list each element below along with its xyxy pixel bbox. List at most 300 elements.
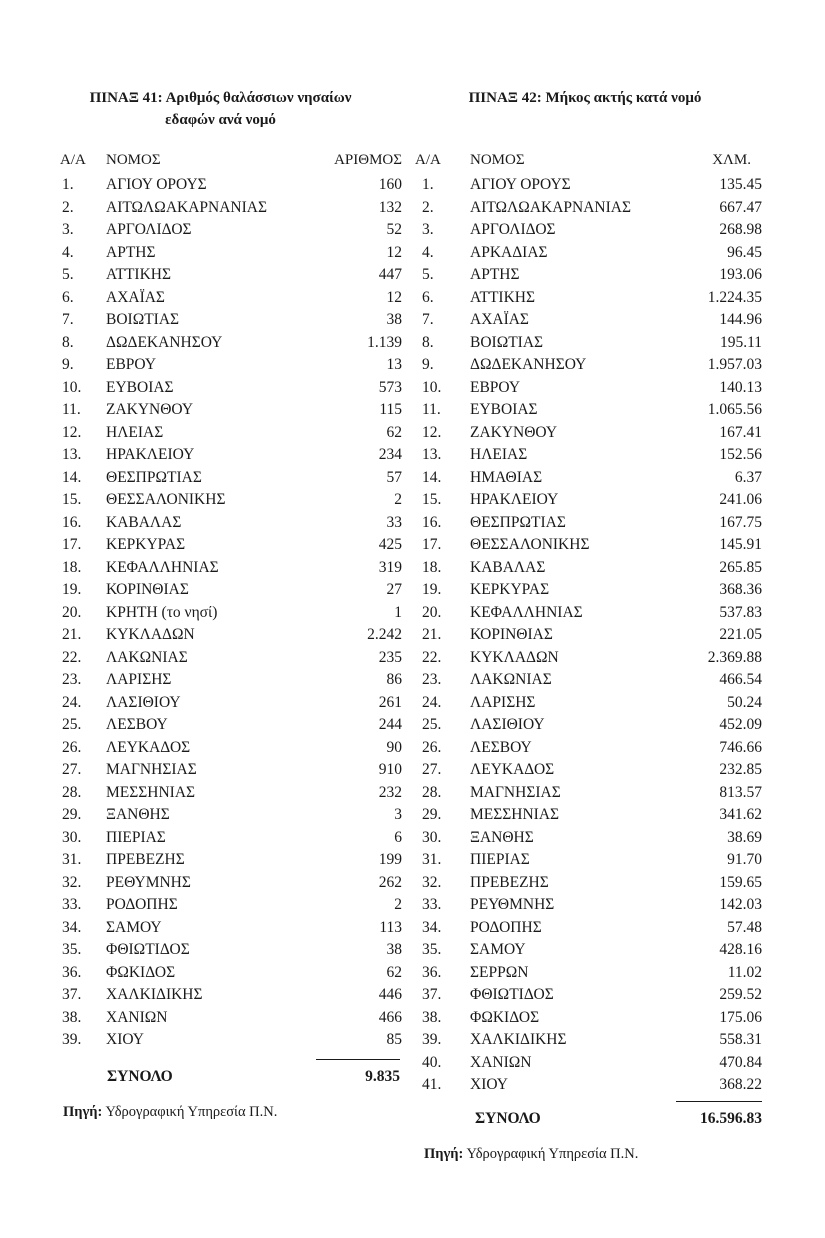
row-prefecture: ΠΙΕΡΙΑΣ [470, 851, 530, 868]
row-value: 152.56 [719, 446, 762, 463]
table-row [62, 309, 402, 332]
table-row [422, 242, 762, 265]
row-index: 14. [422, 468, 442, 486]
row-index: 12. [62, 423, 82, 441]
row-prefecture: ΚΕΡΚΥΡΑΣ [106, 536, 186, 553]
row-prefecture: ΛΑΣΙΘΙΟΥ [470, 716, 545, 733]
row-value: 447 [378, 266, 402, 283]
row-value: 667.47 [719, 198, 762, 216]
table-row [62, 579, 402, 602]
row-prefecture: ΛΕΣΒΟΥ [106, 716, 168, 733]
table-42-total-rule [676, 1101, 762, 1102]
row-value: 6 [394, 828, 402, 846]
table-row [422, 354, 762, 377]
row-prefecture: ΔΩΔΕΚΑΝΗΣΟΥ [470, 356, 587, 373]
table-row [422, 1074, 762, 1097]
row-prefecture: ΑΡΓΟΛΙΔΟΣ [470, 221, 556, 238]
row-value: 1.139 [367, 333, 402, 351]
row-index: 36. [62, 963, 82, 981]
table-row [422, 332, 762, 355]
row-index: 27. [422, 761, 442, 778]
table-row [62, 849, 402, 872]
row-prefecture: ΛΑΣΙΘΙΟΥ [106, 693, 181, 711]
row-value: 113 [379, 918, 402, 936]
row-prefecture: ΑΡΤΗΣ [106, 243, 156, 261]
row-index: 3. [62, 221, 74, 238]
row-index: 32. [422, 873, 442, 891]
table-row [422, 602, 762, 625]
row-index: 30. [422, 828, 442, 846]
table-row [422, 1007, 762, 1030]
table-row [62, 737, 402, 760]
table-row [422, 737, 762, 760]
row-index: 8. [62, 333, 74, 351]
row-index: 33. [62, 896, 82, 913]
table-row [422, 714, 762, 737]
table-row [62, 669, 402, 692]
table-row [62, 714, 402, 737]
row-index: 27. [62, 761, 82, 778]
row-value: 195.11 [719, 333, 762, 351]
table-row [422, 489, 762, 512]
table-42-header-name: ΝΟΜΟΣ [470, 152, 525, 168]
row-value: 193.06 [719, 266, 762, 283]
row-index: 5. [62, 266, 74, 283]
row-prefecture: ΜΑΓΝΗΣΙΑΣ [470, 783, 561, 801]
row-index: 7. [422, 311, 434, 328]
row-prefecture: ΒΟΙΩΤΙΑΣ [106, 311, 180, 328]
row-index: 18. [422, 558, 442, 576]
row-value: 2.369.88 [707, 648, 762, 666]
row-prefecture: ΛΕΣΒΟΥ [470, 738, 532, 756]
row-prefecture: ΖΑΚΥΝΘΟΥ [106, 401, 194, 418]
table-row [422, 962, 762, 985]
row-value: 38 [386, 941, 402, 958]
row-index: 34. [422, 918, 442, 936]
table-42-source-label: Πηγή: [424, 1146, 464, 1162]
table-42-source-text: Υδρογραφική Υπηρεσία Π.Ν. [466, 1146, 639, 1162]
row-value: 144.96 [719, 311, 762, 328]
row-prefecture: ΚΕΦΑΛΛΗΝΙΑΣ [470, 603, 583, 621]
row-value: 537.83 [719, 603, 762, 621]
row-value: 62 [386, 963, 402, 981]
row-value: 446 [378, 986, 402, 1003]
row-prefecture: ΧΑΝΙΩΝ [470, 1053, 532, 1071]
row-value: 262 [378, 873, 402, 891]
row-prefecture: ΑΡΤΗΣ [470, 266, 520, 283]
row-value: 244 [378, 716, 402, 733]
row-prefecture: ΦΩΚΙΔΟΣ [470, 1008, 540, 1026]
table-row [422, 669, 762, 692]
table-row [422, 512, 762, 535]
table-row [62, 264, 402, 287]
row-prefecture: ΛΑΡΙΣΗΣ [106, 671, 172, 688]
table-42-title: ΠΙΝΑΞ 42: Μήκος ακτής κατά νομό [468, 90, 702, 106]
table-row [422, 804, 762, 827]
row-prefecture: ΛΑΡΙΣΗΣ [470, 693, 536, 711]
row-index: 33. [422, 896, 442, 913]
row-value: 558.31 [719, 1031, 762, 1048]
table-41-source [63, 1104, 277, 1121]
row-index: 9. [422, 356, 434, 373]
row-value: 1.224.35 [707, 288, 762, 306]
row-value: 2.242 [367, 626, 402, 643]
row-value: 115 [379, 401, 402, 418]
table-41-source-label: Πηγή: [63, 1104, 103, 1120]
row-index: 26. [422, 738, 442, 756]
row-index: 18. [62, 558, 82, 576]
row-prefecture: ΛΕΥΚΑΔΟΣ [470, 761, 555, 778]
row-value: 135.45 [719, 176, 762, 193]
table-row [62, 377, 402, 400]
table-41-header-value: ΑΡΙΘΜΟΣ [334, 152, 402, 168]
table-row [62, 602, 402, 625]
row-value: 6.37 [734, 468, 762, 486]
row-prefecture: ΧΙΟΥ [106, 1031, 144, 1048]
row-value: 86 [386, 671, 402, 688]
row-index: 10. [422, 378, 442, 396]
row-index: 22. [422, 648, 442, 666]
table-row [62, 939, 402, 962]
table-41-title-line1: ΠΙΝΑΞ 41: Αριθμός θαλάσσιων νησαίων [89, 90, 352, 106]
row-index: 21. [422, 626, 442, 643]
row-prefecture: ΑΓΙΟΥ ΟΡΟΥΣ [470, 176, 571, 193]
table-row [62, 422, 402, 445]
row-value: 33 [386, 513, 402, 531]
row-value: 2 [394, 896, 402, 913]
row-value: 145.91 [719, 536, 762, 553]
table-41-title [68, 87, 373, 131]
table-row [422, 399, 762, 422]
table-42-header-value: ΧΛΜ. [712, 152, 751, 168]
row-index: 16. [62, 513, 82, 531]
table-row [422, 467, 762, 490]
row-value: 2 [394, 491, 402, 508]
row-value: 425 [378, 536, 402, 553]
row-value: 452.09 [719, 716, 762, 733]
row-value: 175.06 [719, 1008, 762, 1026]
row-prefecture: ΘΕΣΠΡΩΤΙΑΣ [106, 468, 202, 486]
row-value: 910 [378, 761, 402, 778]
row-prefecture: ΣΑΜΟΥ [470, 941, 526, 958]
row-index: 34. [62, 918, 82, 936]
table-row [422, 827, 762, 850]
row-prefecture: ΧΑΛΚΙΔΙΚΗΣ [470, 1031, 567, 1048]
table-row [422, 309, 762, 332]
row-prefecture: ΚΥΚΛΑΔΩΝ [470, 648, 559, 666]
row-index: 37. [422, 986, 442, 1003]
row-value: 368.22 [719, 1076, 762, 1093]
row-index: 24. [62, 693, 82, 711]
row-value: 235 [378, 648, 402, 666]
row-value: 466 [378, 1008, 402, 1026]
row-value: 13 [386, 356, 402, 373]
row-index: 38. [62, 1008, 82, 1026]
row-prefecture: ΚΟΡΙΝΘΙΑΣ [470, 626, 553, 643]
row-index: 12. [422, 423, 442, 441]
row-value: 1 [394, 603, 402, 621]
row-value: 159.65 [719, 873, 762, 891]
table-row [62, 242, 402, 265]
row-value: 142.03 [719, 896, 762, 913]
row-prefecture: ΑΧΑΪΑΣ [470, 311, 529, 328]
row-prefecture: ΑΡΚΑΔΙΑΣ [470, 243, 548, 261]
row-index: 11. [422, 401, 441, 418]
row-value: 746.66 [719, 738, 762, 756]
row-index: 22. [62, 648, 82, 666]
row-index: 2. [422, 198, 434, 216]
table-row [422, 759, 762, 782]
row-prefecture: ΑΓΙΟΥ ΟΡΟΥΣ [106, 176, 207, 193]
row-prefecture: ΜΑΓΝΗΣΙΑΣ [106, 761, 197, 778]
row-value: 341.62 [719, 806, 762, 823]
row-prefecture: ΡΕΥΘΜΝΗΣ [470, 896, 555, 913]
table-row [62, 647, 402, 670]
table-42-total-label: ΣΥΝΟΛΟ [475, 1110, 541, 1127]
row-index: 13. [62, 446, 82, 463]
row-prefecture: ΗΡΑΚΛΕΙΟΥ [106, 446, 195, 463]
table-row [62, 354, 402, 377]
table-row [62, 332, 402, 355]
table-row [422, 1029, 762, 1052]
table-41-header-name: ΝΟΜΟΣ [106, 152, 161, 168]
row-value: 160 [378, 176, 402, 193]
table-41-total-label: ΣΥΝΟΛΟ [107, 1068, 173, 1085]
row-value: 259.52 [719, 986, 762, 1003]
row-prefecture: ΑΧΑΪΑΣ [106, 288, 165, 306]
table-41-header-idx: Α/Α [60, 152, 86, 168]
row-index: 6. [62, 288, 74, 306]
row-prefecture: ΛΑΚΩΝΙΑΣ [106, 648, 188, 666]
row-value: 265.85 [719, 558, 762, 576]
row-value: 199 [378, 851, 402, 868]
row-index: 19. [62, 581, 82, 598]
row-index: 4. [422, 243, 434, 261]
row-value: 232.85 [719, 761, 762, 778]
row-index: 1. [422, 176, 434, 193]
row-index: 29. [62, 806, 82, 823]
row-index: 14. [62, 468, 82, 486]
row-value: 319 [378, 558, 402, 576]
table-42-header-idx: Α/Α [415, 152, 441, 168]
row-prefecture: ΠΙΕΡΙΑΣ [106, 828, 166, 846]
table-row [62, 557, 402, 580]
row-prefecture: ΧΑΝΙΩΝ [106, 1008, 168, 1026]
row-index: 40. [422, 1053, 442, 1071]
row-prefecture: ΜΕΣΣΗΝΙΑΣ [470, 806, 560, 823]
row-prefecture: ΔΩΔΕΚΑΝΗΣΟΥ [106, 333, 223, 351]
row-value: 11.02 [727, 963, 762, 981]
table-row [62, 399, 402, 422]
row-value: 573 [378, 378, 402, 396]
table-row [422, 894, 762, 917]
table-row [62, 197, 402, 220]
row-index: 39. [62, 1031, 82, 1048]
row-index: 24. [422, 693, 442, 711]
table-row [62, 534, 402, 557]
row-value: 1.065.56 [707, 401, 762, 418]
row-value: 132 [378, 198, 402, 216]
table-row [422, 444, 762, 467]
row-prefecture: ΑΤΤΙΚΗΣ [470, 288, 535, 306]
row-value: 12 [386, 243, 402, 261]
table-42-source [424, 1146, 638, 1163]
table-row [62, 489, 402, 512]
row-prefecture: ΑΤΤΙΚΗΣ [106, 266, 171, 283]
table-row [62, 872, 402, 895]
row-prefecture: ΚΥΚΛΑΔΩΝ [106, 626, 195, 643]
row-value: 466.54 [719, 671, 762, 688]
row-index: 17. [422, 536, 442, 553]
row-prefecture: ΞΑΝΘΗΣ [470, 828, 534, 846]
row-index: 11. [62, 401, 81, 418]
row-prefecture: ΘΕΣΠΡΩΤΙΑΣ [470, 513, 566, 531]
row-index: 25. [422, 716, 442, 733]
row-prefecture: ΛΕΥΚΑΔΟΣ [106, 738, 191, 756]
row-prefecture: ΗΡΑΚΛΕΙΟΥ [470, 491, 559, 508]
table-row [422, 692, 762, 715]
row-prefecture: ΠΡΕΒΕΖΗΣ [106, 851, 185, 868]
row-value: 90 [386, 738, 402, 756]
table-row [422, 939, 762, 962]
row-prefecture: ΞΑΝΘΗΣ [106, 806, 170, 823]
row-index: 36. [422, 963, 442, 981]
row-value: 813.57 [719, 783, 762, 801]
row-value: 241.06 [719, 491, 762, 508]
row-prefecture: ΦΩΚΙΔΟΣ [106, 963, 176, 981]
table-row [62, 759, 402, 782]
row-index: 21. [62, 626, 82, 643]
table-row [422, 219, 762, 242]
row-index: 23. [62, 671, 82, 688]
row-index: 15. [422, 491, 442, 508]
row-index: 10. [62, 378, 82, 396]
row-prefecture: ΚΑΒΑΛΑΣ [470, 558, 546, 576]
row-prefecture: ΚΕΦΑΛΛΗΝΙΑΣ [106, 558, 219, 576]
table-row [62, 1029, 402, 1052]
row-index: 6. [422, 288, 434, 306]
row-value: 221.05 [719, 626, 762, 643]
row-index: 3. [422, 221, 434, 238]
row-value: 3 [394, 806, 402, 823]
table-row [422, 782, 762, 805]
row-value: 38.69 [727, 828, 762, 846]
row-index: 7. [62, 311, 74, 328]
table-row [422, 287, 762, 310]
row-prefecture: ΧΙΟΥ [470, 1076, 508, 1093]
row-value: 12 [386, 288, 402, 306]
row-value: 96.45 [727, 243, 762, 261]
row-index: 15. [62, 491, 82, 508]
row-prefecture: ΕΒΡΟΥ [470, 378, 521, 396]
row-value: 50.24 [727, 693, 762, 711]
row-index: 37. [62, 986, 82, 1003]
row-prefecture: ΡΟΔΟΠΗΣ [470, 918, 542, 936]
table-row [422, 422, 762, 445]
row-prefecture: ΕΒΡΟΥ [106, 356, 157, 373]
row-value: 470.84 [719, 1053, 762, 1071]
table-42-total-value: 16.596.83 [700, 1110, 762, 1127]
table-row [422, 534, 762, 557]
table-row [62, 782, 402, 805]
row-value: 57.48 [727, 918, 762, 936]
row-value: 1.957.03 [707, 356, 762, 373]
table-row [422, 557, 762, 580]
row-index: 35. [422, 941, 442, 958]
table-row [62, 219, 402, 242]
row-prefecture: ΗΜΑΘΙΑΣ [470, 468, 543, 486]
row-value: 140.13 [719, 378, 762, 396]
row-index: 16. [422, 513, 442, 531]
row-index: 25. [62, 716, 82, 733]
row-prefecture: ΖΑΚΥΝΘΟΥ [470, 423, 558, 441]
row-prefecture: ΡΕΘΥΜΝΗΣ [106, 873, 191, 891]
row-prefecture: ΕΥΒΟΙΑΣ [470, 401, 538, 418]
row-index: 35. [62, 941, 82, 958]
row-prefecture: ΛΑΚΩΝΙΑΣ [470, 671, 552, 688]
table-row [422, 917, 762, 940]
row-index: 17. [62, 536, 82, 553]
row-index: 29. [422, 806, 442, 823]
table-row [422, 264, 762, 287]
row-prefecture: ΗΛΕΙΑΣ [470, 446, 528, 463]
table-41-source-text: Υδρογραφική Υπηρεσία Π.Ν. [105, 1104, 278, 1120]
row-prefecture: ΑΙΤΩΛΩΑΚΑΡΝΑΝΙΑΣ [470, 198, 631, 216]
table-row [422, 624, 762, 647]
row-value: 428.16 [719, 941, 762, 958]
table-row [422, 984, 762, 1007]
table-row [62, 962, 402, 985]
row-value: 261 [378, 693, 402, 711]
table-row [422, 1052, 762, 1075]
row-value: 167.41 [719, 423, 762, 441]
row-index: 32. [62, 873, 82, 891]
row-index: 28. [422, 783, 442, 801]
row-value: 268.98 [719, 221, 762, 238]
table-row [62, 444, 402, 467]
row-index: 20. [62, 603, 82, 621]
table-row [62, 827, 402, 850]
row-index: 13. [422, 446, 442, 463]
row-value: 57 [386, 468, 402, 486]
row-index: 26. [62, 738, 82, 756]
row-index: 8. [422, 333, 434, 351]
row-value: 234 [378, 446, 402, 463]
row-index: 39. [422, 1031, 442, 1048]
row-value: 232 [378, 783, 402, 801]
row-prefecture: ΑΙΤΩΛΩΑΚΑΡΝΑΝΙΑΣ [106, 198, 267, 216]
row-index: 23. [422, 671, 442, 688]
row-index: 4. [62, 243, 74, 261]
table-row [62, 804, 402, 827]
table-row [422, 377, 762, 400]
row-prefecture: ΦΘΙΩΤΙΔΟΣ [106, 941, 190, 958]
table-row [422, 872, 762, 895]
table-row [62, 287, 402, 310]
row-prefecture: ΚΑΒΑΛΑΣ [106, 513, 182, 531]
row-value: 85 [386, 1031, 402, 1048]
table-row [62, 984, 402, 1007]
row-prefecture: ΜΕΣΣΗΝΙΑΣ [106, 783, 196, 801]
row-prefecture: ΒΟΙΩΤΙΑΣ [470, 333, 544, 351]
row-prefecture: ΣΑΜΟΥ [106, 918, 162, 936]
row-prefecture: ΚΕΡΚΥΡΑΣ [470, 581, 550, 598]
row-prefecture: ΣΕΡΡΩΝ [470, 963, 529, 981]
row-index: 2. [62, 198, 74, 216]
table-41-title-line2: εδαφών ανά νομό [165, 112, 276, 128]
table-row [422, 197, 762, 220]
row-prefecture: ΦΘΙΩΤΙΔΟΣ [470, 986, 554, 1003]
